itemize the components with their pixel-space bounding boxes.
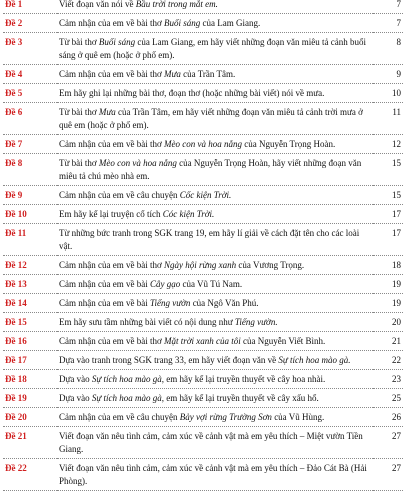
- exercise-number: Đề 19: [3, 389, 57, 408]
- page-number: 19: [373, 294, 403, 313]
- italic-title-text: Cây gạo: [149, 279, 181, 289]
- exercise-number: Đề 8: [3, 154, 57, 186]
- exercise-description: [57, 459, 373, 491]
- page-number: 18: [373, 256, 403, 275]
- description-text: của Vũ Hùng.: [271, 412, 325, 422]
- toc-row: [3, 135, 403, 154]
- page-number: 17: [373, 224, 403, 256]
- page-number: 12: [373, 135, 403, 154]
- exercise-number: Đề 15: [3, 313, 57, 332]
- description-text: Từ những bức tranh trong SGK trang 19, em hãy lí giải về cách đặt tên cho các loài vật.: [59, 228, 360, 251]
- exercise-number: Đề 9: [3, 186, 57, 205]
- page-number: 25: [373, 389, 403, 408]
- exercise-number: Đề 5: [3, 84, 57, 103]
- exercise-number: Đề 17: [3, 351, 57, 370]
- exercise-description: [57, 332, 373, 351]
- page-number: 27: [373, 459, 403, 491]
- exercise-description: [57, 154, 373, 186]
- description-text: Em hãy ghi lại những bài thơ, đoạn thơ (hoặc những bài viết) nói về mưa.: [59, 88, 325, 98]
- italic-title-text: Cốc kiện Trời.: [179, 190, 232, 200]
- exercise-description: [57, 351, 373, 370]
- exercise-description: [57, 427, 373, 459]
- description-text: Cảm nhận của em về bài: [59, 298, 150, 308]
- toc-row: [3, 0, 403, 14]
- exercise-description: [57, 103, 373, 135]
- exercise-description: [57, 408, 373, 427]
- exercise-number: Đề 10: [3, 205, 57, 224]
- description-text: Em hãy sưu tầm những bài viết có nội dung như: [59, 317, 235, 327]
- exercise-description: [57, 256, 373, 275]
- toc-row: [3, 332, 403, 351]
- exercise-description: [57, 0, 373, 14]
- exercise-description: [57, 313, 373, 332]
- page-number: 11: [373, 103, 403, 135]
- exercise-description: [57, 33, 373, 65]
- description-text: của Ngô Văn Phú.: [190, 298, 259, 308]
- exercise-description: [57, 14, 373, 33]
- exercise-number: Đề 18: [3, 370, 57, 389]
- exercise-number: Đề 21: [3, 427, 57, 459]
- description-text: Cảm nhận của em về câu chuyện: [59, 412, 180, 422]
- exercise-description: [57, 224, 373, 256]
- exercise-description: [57, 205, 373, 224]
- description-text: Cảm nhận của em về bài thơ: [59, 260, 164, 270]
- description-text: của Lam Giang.: [200, 18, 261, 28]
- exercise-number: Đề 13: [3, 275, 57, 294]
- exercise-number: Đề 14: [3, 294, 57, 313]
- page-number: 26: [373, 408, 403, 427]
- description-text: Cảm nhận của em về bài thơ: [59, 336, 164, 346]
- italic-title-text: Sự tích hoa mào gà,: [91, 374, 165, 384]
- description-text: Viết đoạn văn nêu tình cảm, cảm xúc về cảnh vật mà em yêu thích – Đảo Cát Bà (Hải Phòng).: [59, 463, 367, 486]
- toc-row: [3, 370, 403, 389]
- page-number: 7: [373, 14, 403, 33]
- description-text: Dựa vào tranh trong SGK trang 33, em hãy viết đoạn văn về: [59, 355, 279, 365]
- toc-row: [3, 205, 403, 224]
- exercise-number: Đề 11: [3, 224, 57, 256]
- description-text: của Trần Tâm.: [180, 69, 236, 79]
- description-text: của Vũ Tú Nam.: [180, 279, 243, 289]
- toc-row: [3, 224, 403, 256]
- toc-row: [3, 186, 403, 205]
- description-text: Cảm nhận của em về bài: [59, 279, 150, 289]
- exercise-description: [57, 65, 373, 84]
- italic-title-text: Tiếng vườn.: [234, 317, 278, 327]
- description-text: của Vương Trọng.: [236, 260, 305, 270]
- description-text: Em hãy kể lại truyện cổ tích: [59, 209, 163, 219]
- exercise-description: [57, 84, 373, 103]
- italic-title-text: Buổi sáng: [163, 18, 201, 28]
- page-number: 27: [373, 427, 403, 459]
- exercise-number: Đề 20: [3, 408, 57, 427]
- description-text: em hãy kể lại truyền thuyết về cây hoa nhài.: [164, 374, 326, 384]
- page-number: 10: [373, 84, 403, 103]
- italic-title-text: Cóc kiện Trời.: [162, 209, 215, 219]
- toc-row: [3, 389, 403, 408]
- exercise-description: [57, 370, 373, 389]
- toc-row: [3, 351, 403, 370]
- page-number: 7: [373, 0, 403, 14]
- toc-row: [3, 256, 403, 275]
- toc-row: [3, 65, 403, 84]
- toc-body: [3, 0, 403, 491]
- exercise-description: [57, 294, 373, 313]
- page-number: 9: [373, 65, 403, 84]
- italic-title-text: Mèo con và hoa nắng: [163, 139, 242, 149]
- toc-row: [3, 14, 403, 33]
- description-text: Cảm nhận của em về bài thơ: [59, 18, 164, 28]
- exercise-description: [57, 135, 373, 154]
- description-text: Cảm nhận của em về bài thơ: [59, 139, 164, 149]
- page-number: 20: [373, 313, 403, 332]
- exercise-number: Đề 12: [3, 256, 57, 275]
- description-text: Dựa vào: [59, 374, 92, 384]
- description-text: Dựa vào: [59, 393, 92, 403]
- description-text: Từ bài thơ: [59, 107, 99, 117]
- page-number: 21: [373, 332, 403, 351]
- description-text: của Nguyễn Trọng Hoàn, hãy viết những đoạn văn miêu tả chú mèo nhà em.: [59, 158, 362, 181]
- description-text: Cảm nhận của em về bài thơ: [59, 69, 164, 79]
- exercise-number: Đề 16: [3, 332, 57, 351]
- italic-title-text: Sự tích hoa mào gà,: [91, 393, 165, 403]
- exercise-description: [57, 186, 373, 205]
- exercise-description: [57, 275, 373, 294]
- italic-title-text: Tiếng vườn: [149, 298, 191, 308]
- description-text: Từ bài thơ: [59, 37, 99, 47]
- description-text: Cảm nhận của em về câu chuyện: [59, 190, 180, 200]
- toc-row: [3, 294, 403, 313]
- exercise-number: Đề 7: [3, 135, 57, 154]
- description-text: Viết đoạn văn nêu tình cảm, cảm xúc về cảnh vật mà em yêu thích – Miệt vườn Tiền Giang.: [59, 431, 363, 454]
- description-text: của Nguyễn Viết Bình.: [240, 336, 326, 346]
- description-text: của Nguyễn Trọng Hoàn.: [241, 139, 336, 149]
- description-text: em hãy kể lại truyền thuyết về cây xấu hổ.: [164, 393, 319, 403]
- page-number: 15: [373, 154, 403, 186]
- page-number: 17: [373, 205, 403, 224]
- italic-title-text: Ngày hội rừng xanh: [163, 260, 237, 270]
- italic-title-text: Bảy vợi rừng Trường Sơn: [179, 412, 272, 422]
- description-text: của Trần Tâm, em hãy viết những đoạn văn miêu tả cảnh trời mưa ở quê em (hoặc ở phố em).: [59, 107, 363, 130]
- toc-row: [3, 313, 403, 332]
- toc-row: [3, 84, 403, 103]
- toc-row: [3, 408, 403, 427]
- exercise-number: Đề 22: [3, 459, 57, 491]
- toc-row: [3, 33, 403, 65]
- page-number: 22: [373, 351, 403, 370]
- exercise-number: Đề 6: [3, 103, 57, 135]
- description-text: Từ bài thơ: [59, 158, 99, 168]
- exercise-description: [57, 389, 373, 408]
- toc-row: [3, 427, 403, 459]
- toc-row: [3, 103, 403, 135]
- exercise-number: Đề 4: [3, 65, 57, 84]
- exercise-number: Đề 1: [3, 0, 57, 14]
- exercise-number: Đề 3: [3, 33, 57, 65]
- description-text: Viết đoạn văn nói về: [59, 0, 136, 9]
- exercise-number: Đề 2: [3, 14, 57, 33]
- toc-table: [3, 0, 403, 491]
- toc-row: [3, 275, 403, 294]
- italic-title-text: Buổi sáng: [98, 37, 136, 47]
- description-text: của Lam Giang, em hãy viết những đoạn văn miêu tả cảnh buổi sáng ở quê em (hoặc ở phố em).: [59, 37, 366, 60]
- page-number: 19: [373, 275, 403, 294]
- italic-title-text: Mưa: [163, 69, 181, 79]
- italic-title-text: Mưa: [98, 107, 116, 117]
- italic-title-text: Bầu trời trong mắt em.: [135, 0, 218, 9]
- page-number: 15: [373, 186, 403, 205]
- italic-title-text: Mèo con và hoa nắng: [98, 158, 177, 168]
- italic-title-text: Sự tích hoa mào gà.: [278, 355, 351, 365]
- toc-row: [3, 459, 403, 491]
- toc-row: [3, 154, 403, 186]
- italic-title-text: Mặt trời xanh của tôi: [163, 336, 241, 346]
- page-number: 23: [373, 370, 403, 389]
- page-number: 8: [373, 33, 403, 65]
